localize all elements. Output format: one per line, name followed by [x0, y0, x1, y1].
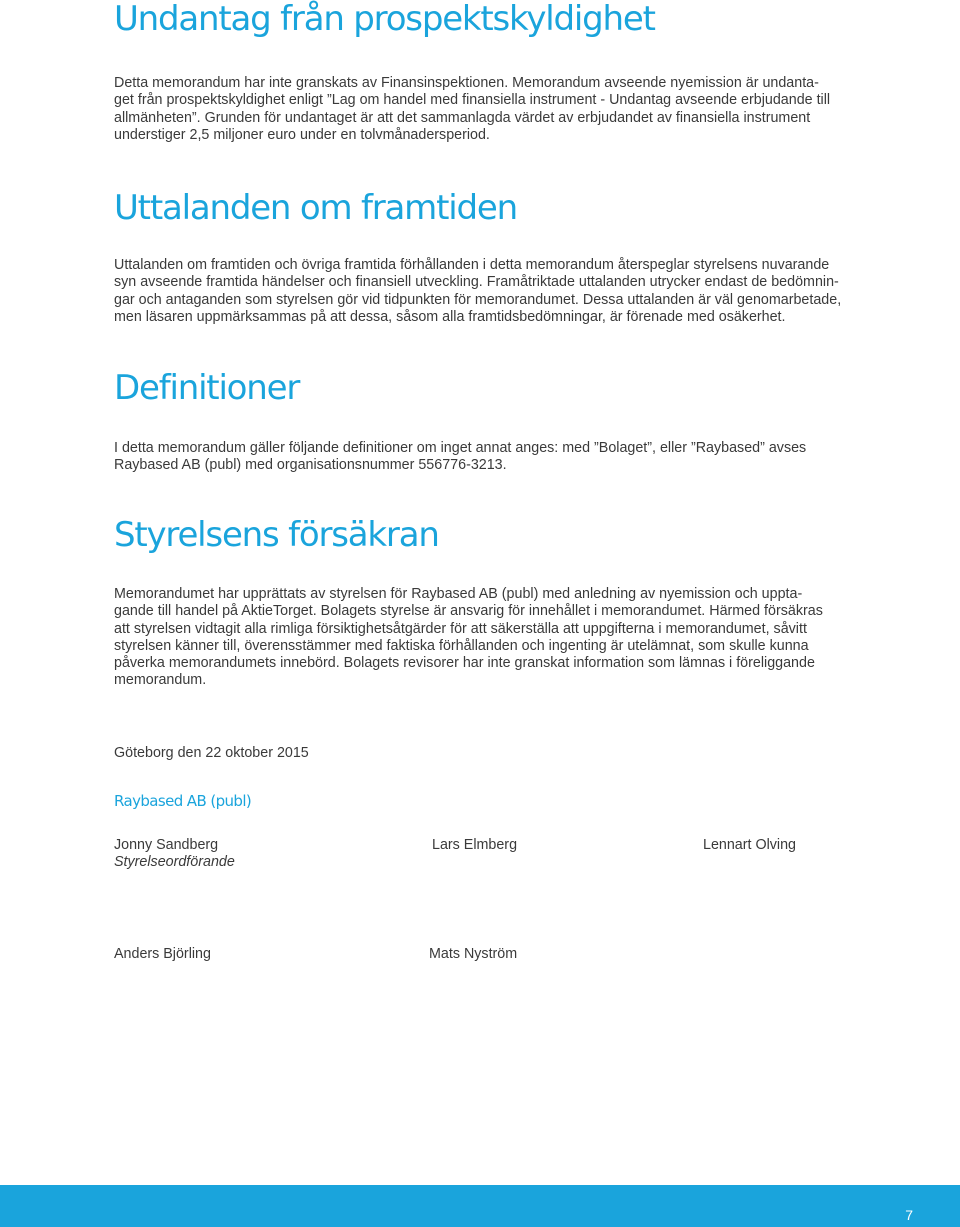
paragraph-exemption [114, 75, 850, 144]
text-line: I detta memorandum gäller följande definitioner om inget annat anges: med ”Bolaget”, eller ”Raybased” avses [114, 440, 807, 456]
page-number: 7 [905, 1207, 913, 1223]
signatory-name: Lennart Olving [703, 837, 796, 853]
signatory-name: Jonny Sandberg [114, 837, 219, 853]
paragraph-forward-looking [114, 257, 850, 326]
text-line: påverka memorandumets innebörd. Bolagets revisorer har inte granskat information som lämnas i föreliggande [114, 655, 815, 672]
place-date: Göteborg den 22 oktober 2015 [114, 745, 309, 761]
text-line: Detta memorandum har inte granskats av Finansinspektionen. Memorandum avseende nyemission är undanta- [114, 75, 819, 91]
paragraph-definitions [114, 440, 850, 475]
text-line: get från prospektskyldighet enligt ”Lag om handel med finansiella instrument - Undantag avseende erbjudande till [114, 92, 831, 109]
text-line: memorandum. [114, 672, 207, 689]
text-line: gande till handel på AktieTorget. Bolagets styrelse är ansvarig för innehållet i memorandumet. Härmed försäkras [114, 603, 823, 620]
text-line: att styrelsen vidtagit alla rimliga försiktighetsåtgärder för att säkerställa att uppgifterna i memorandumet, såvitt [114, 620, 807, 637]
text-line: styrelsen känner till, överensstämmer med faktiska förhållanden och ingenting är utelämnat, som skulle kunna [114, 637, 809, 654]
signatory-name: Anders Björling [114, 946, 211, 962]
signatory-name: Lars Elmberg [432, 837, 518, 853]
text-line: Memorandumet har upprättats av styrelsen för Raybased AB (publ) med anledning av nyemission och uppta- [114, 586, 803, 602]
footer-bar [0, 1185, 960, 1227]
text-line: Uttalanden om framtiden och övriga framtida förhållanden i detta memorandum återspeglar styrelsens nuvarande [114, 257, 830, 273]
heading-exemption: Undantag från prospektskyldighet [114, 0, 655, 39]
text-line: understiger 2,5 miljoner euro under en tolvmånadersperiod. [114, 126, 490, 143]
text-line: Raybased AB (publ) med organisationsnummer 556776-3213. [114, 457, 507, 474]
text-line: gar och antaganden som styrelsen gör vid tidpunkten för memorandumet. Dessa uttalanden är väl genomarbetade, [114, 291, 842, 308]
text-line: syn avseende framtida händelser och finansiell utveckling. Framåtriktade uttalanden utrycker endast de bedömnin- [114, 274, 839, 291]
text-line: men läsaren uppmärksammas på att dessa, såsom alla framtidsbedömningar, är förenade med osäkerhet. [114, 308, 786, 325]
paragraph-board-assurance [114, 586, 850, 690]
heading-definitions: Definitioner [114, 368, 300, 408]
company-name: Raybased AB (publ) [114, 792, 252, 810]
heading-board-assurance: Styrelsens försäkran [114, 515, 439, 555]
heading-forward-looking: Uttalanden om framtiden [114, 188, 517, 228]
signatory-name: Mats Nyström [429, 946, 518, 962]
text-line: allmänheten”. Grunden för undantaget är att det sammanlagda värdet av erbjudandet av finansiella instrument [114, 109, 811, 126]
signatory-role: Styrelseordförande [114, 854, 235, 870]
